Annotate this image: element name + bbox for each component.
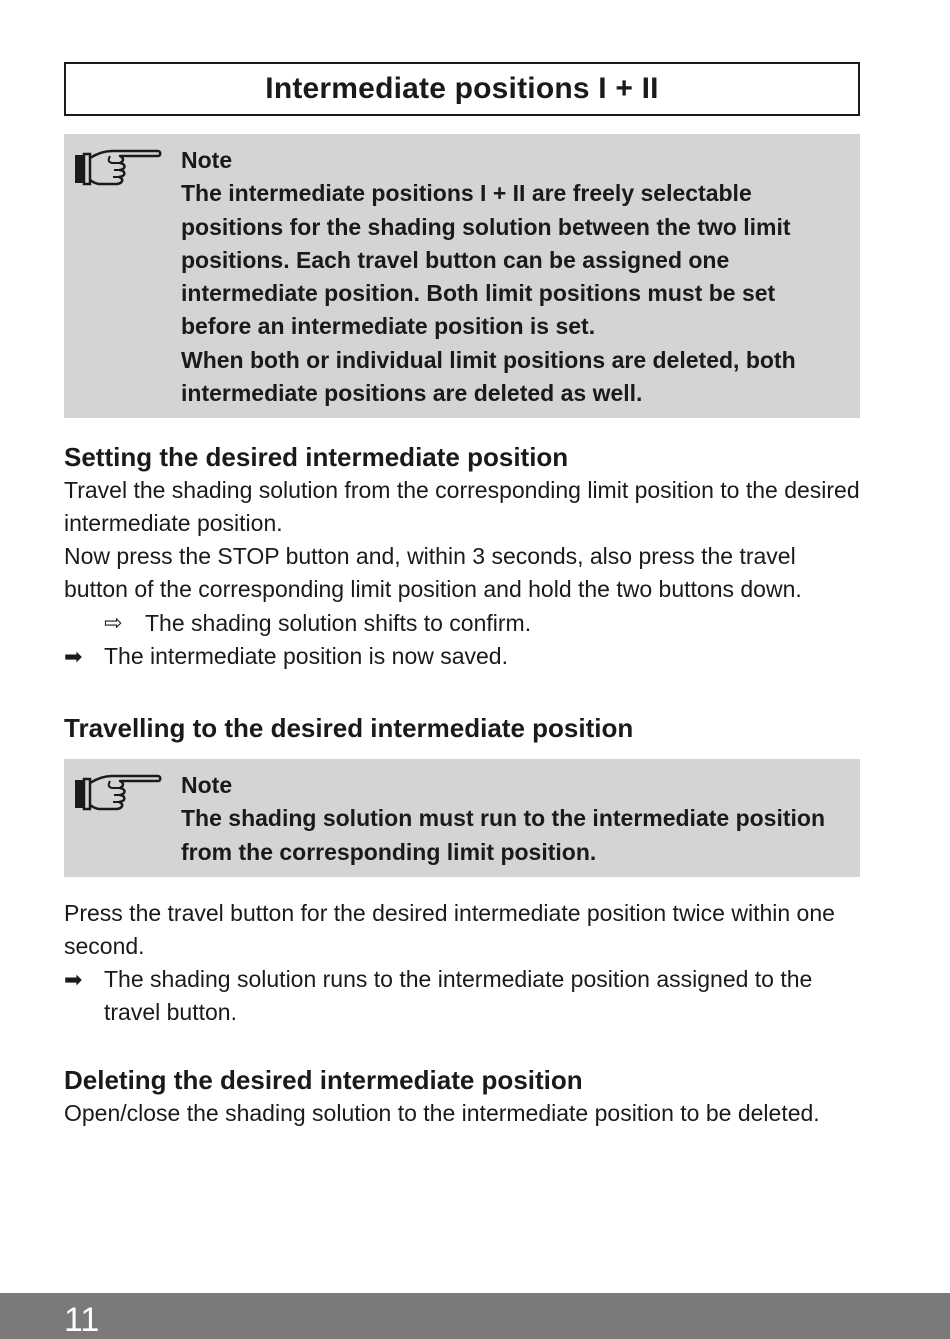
bold-arrow-icon: ➡ [64, 967, 83, 992]
pointing-hand-icon [72, 146, 162, 194]
note-box [64, 759, 860, 877]
bold-arrow-icon: ➡ [64, 644, 83, 669]
page-number: 11 [64, 1301, 100, 1339]
note-text: The intermediate positions I + II are freely selectable positions for the shading solution between the two limit positions. Each travel button can be assigned one intermediate position. Both limit positions must be set before an intermediate position is set. [181, 180, 791, 340]
hollow-arrow-icon: ⇨ [104, 610, 123, 635]
note-box [64, 134, 860, 418]
page-content [64, 62, 860, 1130]
section-heading-deleting: Deleting the desired intermediate position [64, 1065, 583, 1095]
section-heading-travelling: Travelling to the desired intermediate position [64, 713, 634, 743]
pointing-hand-icon [72, 771, 162, 819]
section-heading-setting: Setting the desired intermediate position [64, 442, 569, 472]
footer-bar [0, 1293, 950, 1339]
intermediate-result [64, 606, 860, 640]
intermediate-result-text: The shading solution shifts to confirm. [145, 610, 532, 636]
result-text: The intermediate position is now saved. [104, 643, 508, 669]
paragraph: Now press the STOP button and, within 3 seconds, also press the travel button of the corresponding limit position and hold the two buttons down. [64, 543, 802, 602]
paragraph: Open/close the shading solution to the intermediate position to be deleted. [64, 1100, 820, 1126]
result-item [64, 963, 860, 1029]
note-heading: Note [181, 772, 233, 798]
result-item [64, 640, 860, 673]
result-text: The shading solution runs to the intermediate position assigned to the travel button. [104, 966, 813, 1025]
note-text: When both or individual limit positions are deleted, both intermediate positions are deleted as well. [181, 346, 796, 407]
title-box [64, 62, 860, 116]
paragraph: Travel the shading solution from the corresponding limit position to the desired intermediate position. [64, 477, 860, 536]
page-title: Intermediate positions I + II [265, 72, 659, 105]
note-text: The shading solution must run to the intermediate position from the corresponding limit position. [181, 805, 826, 865]
note-heading: Note [181, 147, 233, 173]
paragraph: Press the travel button for the desired intermediate position twice within one second. [64, 900, 835, 959]
